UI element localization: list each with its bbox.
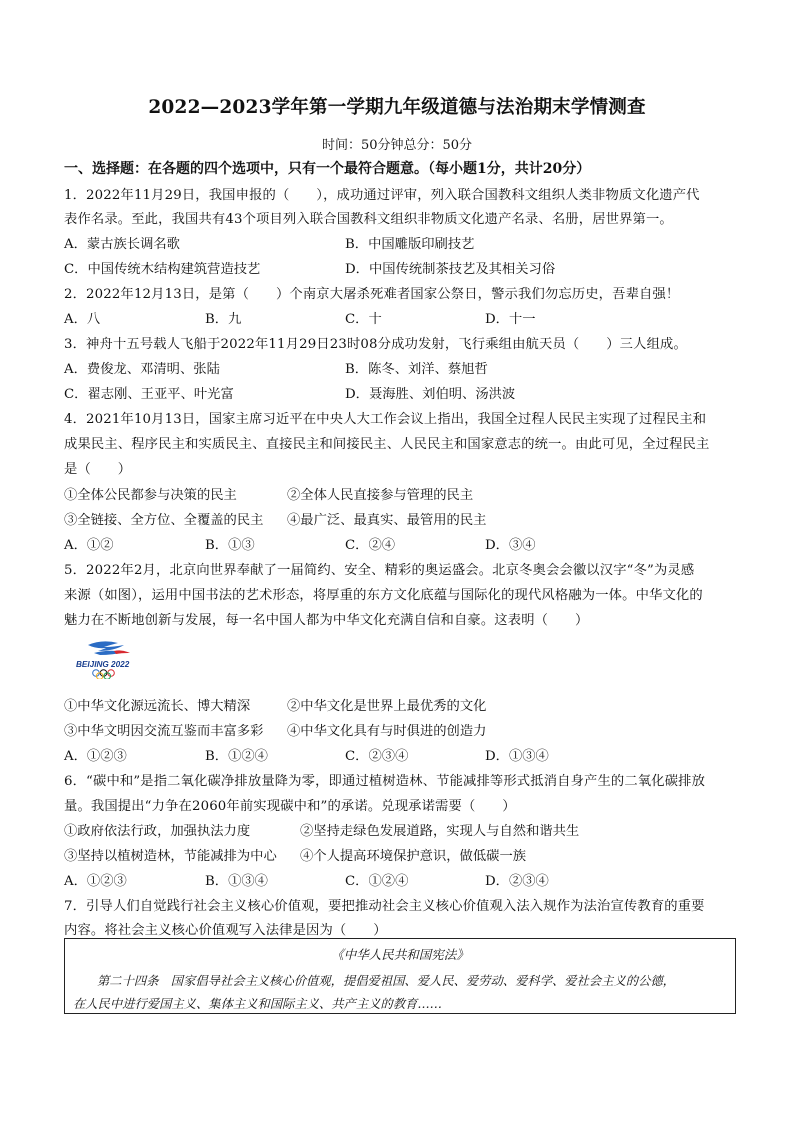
question-5-line-3: 魅力在不断地创新与发展，每一名中国人都为中华文化充满自信和自豪。这表明（ ）: [64, 613, 589, 628]
question-4-line-1: 4．2021年10月13日，国家主席习近平在中央人大工作会议上指出，我国全过程人民民主实现了过程民主和: [64, 412, 707, 427]
beijing-2022-emblem-image: [74, 639, 148, 679]
question-5-option-d: D．①③④: [485, 749, 549, 764]
constitution-excerpt-line-1: 第二十四条 国家倡导社会主义核心价值观，提倡爱祖国、爱人民、爱劳动、爱科学、爱社会主义的公德，: [97, 974, 675, 988]
question-3-option-d: D．聂海胜、刘伯明、汤洪波: [345, 387, 516, 402]
question-2-option-c: C．十: [345, 312, 382, 327]
question-4-line-2: 成果民主、程序民主和实质民主、直接民主和间接民主、人民民主和国家意志的统一。由此可见，全过程民主: [64, 437, 710, 452]
question-1-line-1: 1．2022年11月29日，我国申报的（ ），成功通过评审，列入联合国教科文组织人类非物质文化遗产代: [64, 188, 700, 203]
constitution-excerpt-text: [73, 970, 727, 1016]
question-4-option-a: A．①②: [64, 538, 114, 553]
question-5-statement-2: ②中华文化是世界上最优秀的文化: [287, 699, 487, 714]
question-2-line-1: 2．2022年12月13日，是第（ ）个南京大屠杀死难者国家公祭日，警示我们勿忘历史，吾辈自强！: [64, 287, 680, 302]
question-1-line-2: 表作名录。至此，我国共有43个项目列入联合国教科文组织非物质文化遗产名录、名册，居世界第一。: [64, 212, 673, 227]
question-4-statement-4: ④最广泛、最真实、最管用的民主: [287, 513, 487, 528]
question-5-statement-4: ④中华文化具有与时俱进的创造力: [287, 724, 487, 739]
emblem-lettering: BEIJING 2022: [76, 660, 130, 669]
question-1-option-b: B．中国雕版印刷技艺: [345, 237, 475, 252]
question-1-option-d: D．中国传统制茶技艺及其相关习俗: [345, 262, 556, 277]
question-6-option-d: D．②③④: [485, 874, 549, 889]
question-2-option-b: B．九: [205, 312, 242, 327]
question-6-statement-4: ④个人提高环境保护意识，做低碳一族: [300, 849, 527, 864]
question-4-option-c: C．②④: [345, 538, 396, 553]
question-1-option-a: A．蒙古族长调名歌: [64, 237, 180, 252]
question-5-line-2: 来源（如图），运用中国书法的艺术形态，将厚重的东方文化底蕴与国际化的现代风格融为一体。中华文化的: [64, 588, 703, 603]
question-7-line-1: 7．引导人们自觉践行社会主义核心价值观，要把推动社会主义核心价值观入法入规作为法治宣传教育的重要: [64, 899, 705, 914]
question-4-option-d: D．③④: [485, 538, 536, 553]
question-6-option-a: A．①②③: [64, 874, 127, 889]
constitution-excerpt-line-2: 在人民中进行爱国主义、集体主义和国际主义、共产主义的教育……: [73, 997, 442, 1011]
question-4-line-3: 是（ ）: [64, 462, 132, 477]
question-7-line-2: 内容。将社会主义核心价值观写入法律是因为（ ）: [64, 923, 387, 938]
question-6-statement-3: ③坚持以植树造林，节能减排为中心: [64, 849, 277, 864]
section-heading: 一、选择题：在各题的四个选项中，只有一个最符合题意。（每小题1分，共计20分）: [64, 161, 591, 177]
question-2-option-d: D．十一: [485, 312, 536, 327]
question-5-line-1: 5．2022年2月，北京向世界奉献了一届简约、安全、精彩的奥运盛会。北京冬奥会会徽以汉字“冬”为灵感: [64, 563, 695, 578]
question-3-option-a: A．费俊龙、邓清明、张陆: [64, 362, 220, 377]
question-2-option-a: A．八: [64, 312, 101, 327]
question-5-statement-3: ③中华文明因交流互鉴而丰富多彩: [64, 724, 264, 739]
question-4-statement-3: ③全链接、全方位、全覆盖的民主: [64, 513, 264, 528]
question-3-option-b: B．陈冬、刘洋、蔡旭哲: [345, 362, 488, 377]
question-5-option-a: A．①②③: [64, 749, 127, 764]
question-5-option-b: B．①②④: [205, 749, 268, 764]
question-1-option-c: C．中国传统木结构建筑营造技艺: [64, 262, 261, 277]
question-4-statement-2: ②全体人民直接参与管理的民主: [287, 488, 474, 503]
question-5-statement-1: ①中华文化源远流长、博大精深: [64, 699, 251, 714]
question-6-statement-1: ①政府依法行政，加强执法力度: [64, 824, 251, 839]
question-4-statement-1: ①全体公民都参与决策的民主: [64, 488, 237, 503]
exam-time-score: 时间：50分钟总分：50分: [321, 138, 473, 153]
beijing-2022-emblem-icon: [74, 639, 148, 679]
question-5-option-c: C．②③④: [345, 749, 409, 764]
question-3-line-1: 3．神舟十五号载人飞船于2022年11月29日23时08分成功发射，飞行乘组由航天员（ ）三人组成。: [64, 337, 687, 352]
page-title: 2022—2023学年第一学期九年级道德与法治期末学情测查: [148, 97, 646, 118]
question-6-option-b: B．①③④: [205, 874, 268, 889]
question-3-option-c: C．翟志刚、王亚平、叶光富: [64, 387, 234, 402]
constitution-excerpt-title: 《中华人民共和国宪法》: [331, 947, 469, 962]
question-6-line-1: 6．“碳中和”是指二氧化碳净排放量降为零，即通过植树造林、节能减排等形式抵消自身产生的二氧化碳排放: [64, 774, 706, 789]
question-4-option-b: B．①③: [205, 538, 255, 553]
constitution-excerpt-box: [64, 938, 736, 1014]
question-6-line-2: 量。我国提出“力争在2060年前实现碳中和”的承诺。兑现承诺需要（ ）: [64, 799, 516, 814]
question-6-option-c: C．①②④: [345, 874, 409, 889]
question-6-statement-2: ②坚持走绿色发展道路，实现人与自然和谐共生: [300, 824, 580, 839]
